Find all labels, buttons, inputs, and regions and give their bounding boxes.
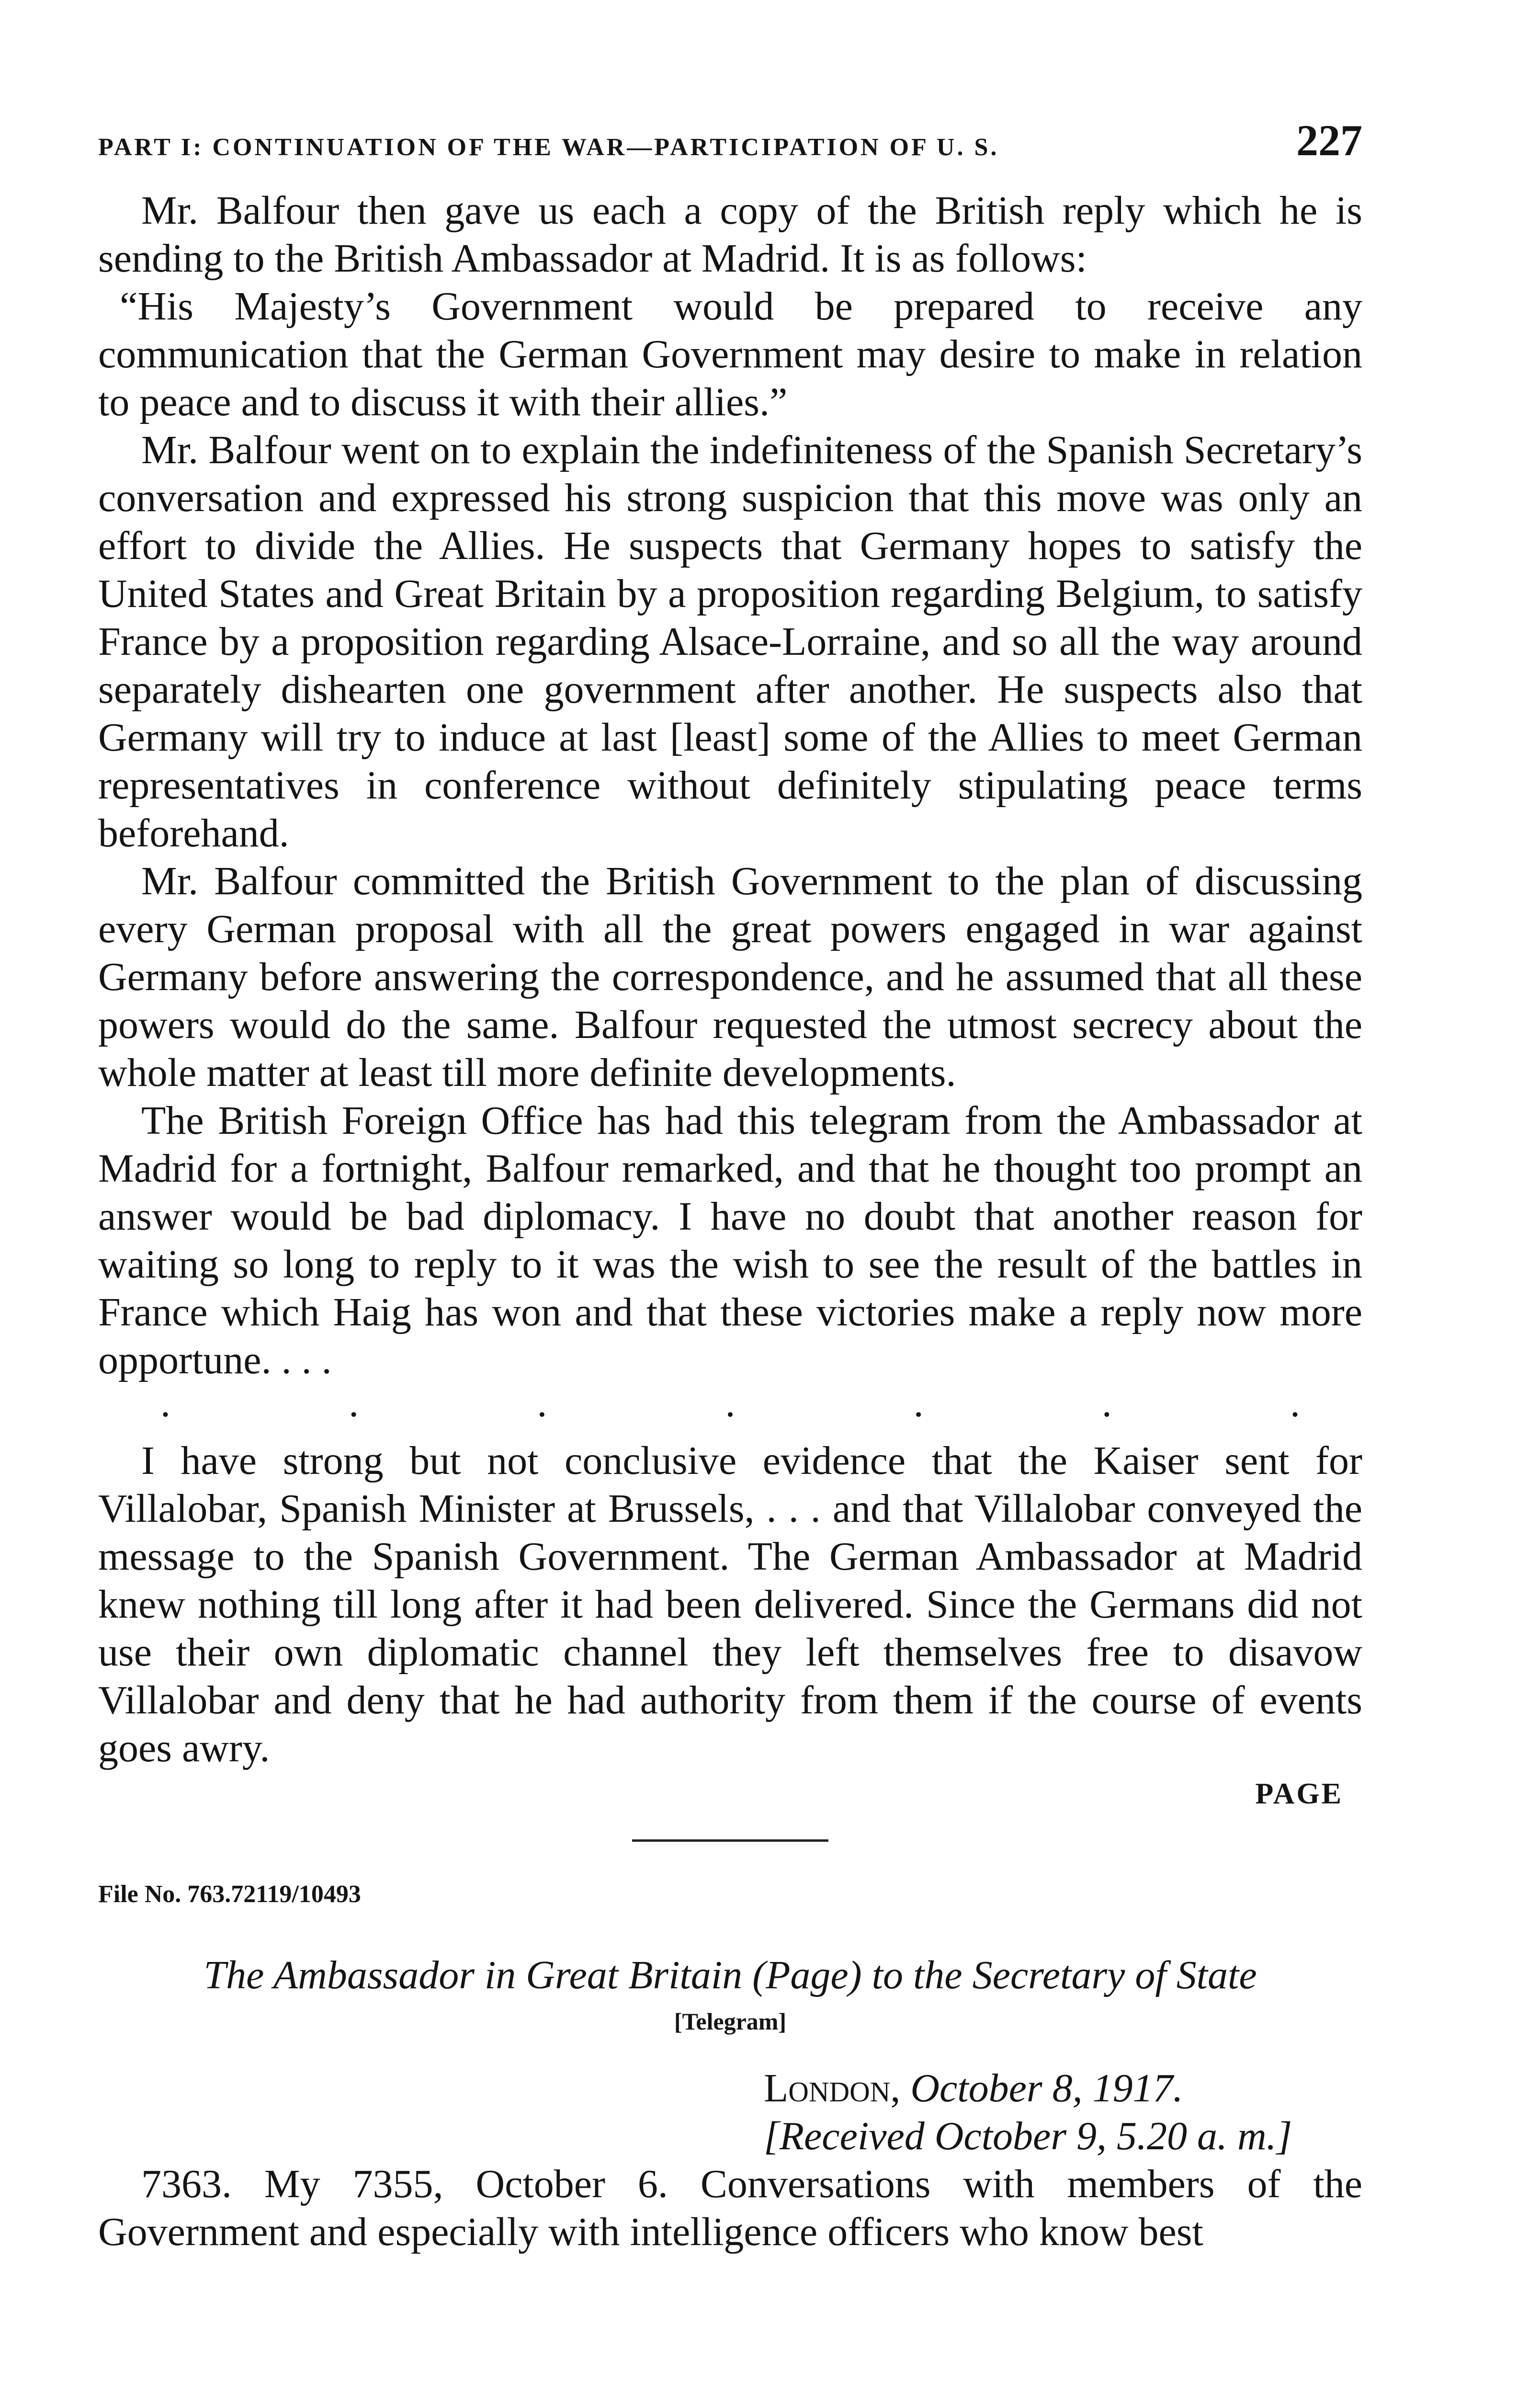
paragraph-evidence: I have strong but not conclusive evidence that the Kaiser sent for Villalobar, Spanish Minister at Brussels, . . . and that Villalobar conveyed the message to the Spanish Government. The German Ambassador at Madrid knew nothing till long after it had been delivered. Since the Germans did not use their own diplomatic channel they left themselves free to disavow Villalobar and deny that he had authority from them if the course of events goes awry. xyxy=(98,1438,1362,1770)
omission-dots xyxy=(98,1381,1362,1437)
section-divider xyxy=(632,1839,828,1842)
page-header xyxy=(98,115,1362,187)
paragraph-telegram-7363: 7363. My 7355, October 6. Conversations with members of the Government and especially with intelligence officers who know best xyxy=(98,2162,1362,2254)
omission-dot: . xyxy=(1101,1381,1112,1426)
dateline-place: London, xyxy=(764,2066,901,2110)
paragraph-foreign-office: The British Foreign Office has had this telegram from the Ambassador at Madrid for a fortnight, Balfour remarked, and that he thought too prompt an answer would be bad diplomacy. I have no doubt that another reason for waiting so long to reply to it was the wish to see the result of the battles in France which Haig has won and that these victories make a reply now more opportune. . . . xyxy=(98,1098,1362,1382)
paragraph-reply: Mr. Balfour then gave us each a copy of the British reply which he is sending to the British Ambassador at Madrid. It is as follows: xyxy=(98,188,1362,281)
received-note: [Received October 9, 5.20 a. m.] xyxy=(764,2114,1292,2158)
running-head: PART I: CONTINUATION OF THE WAR—PARTICIPATION OF U. S. xyxy=(98,134,999,161)
file-number: File No. 763.72119/10493 xyxy=(98,1881,361,1908)
dateline xyxy=(98,2064,1362,2160)
omission-dot: . xyxy=(349,1381,359,1426)
paragraph-commitment: Mr. Balfour committed the British Government to the plan of discussing every German proposal with all the great powers engaged in war against Germany before answering the correspondence, and he assumed that all these powers would do the same. Balfour requested the utmost secrecy about the whole matter at least till more definite developments. xyxy=(98,859,1362,1095)
omission-dot: . xyxy=(160,1381,170,1426)
document-type: [Telegram] xyxy=(674,2008,787,2035)
omission-dot: . xyxy=(1290,1381,1300,1426)
paragraph-suspicion: Mr. Balfour went on to explain the indefiniteness of the Spanish Secretary’s conversation and expressed his strong suspicion that this move was only an effort to divide the Allies. He suspects that Germany hopes to satisfy the United States and Great Britain by a proposition regarding Belgium, to satisfy France by a proposition regarding Alsace-Lorraine, and so all the way around separately dishearten one government after another. He suspects also that Germany will try to induce at last [least] some of the Allies to meet German representatives in conference without definitely stipulating peace terms beforehand. xyxy=(98,428,1362,855)
omission-dot: . xyxy=(725,1381,736,1426)
signature: PAGE xyxy=(1255,1778,1343,1810)
document-page xyxy=(98,115,1362,2256)
document-title: The Ambassador in Great Britain (Page) to the Secretary of State xyxy=(204,1953,1257,1997)
quoted-reply: “His Majesty’s Government would be prepared to receive any communication that the German Government may desire to make in relation to peace and to discuss it with their allies.” xyxy=(98,284,1362,424)
dateline-date: October 8, 1917. xyxy=(910,2066,1183,2110)
page-number: 227 xyxy=(1296,116,1362,165)
omission-dot: . xyxy=(913,1381,924,1426)
omission-dot: . xyxy=(537,1381,547,1426)
